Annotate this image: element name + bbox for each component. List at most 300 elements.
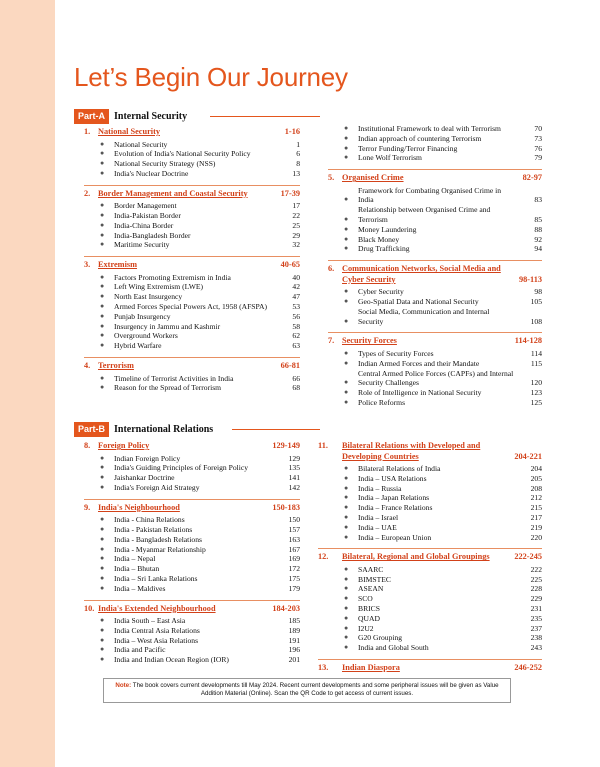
bullet-icon: ● [344,594,349,603]
topic-row [84,515,300,525]
topic-page-number: 17 [292,201,300,211]
topic-title: Indian Foreign Policy [114,453,181,463]
topic-title: India and Pacific [114,645,166,655]
topic-title: India's Guiding Principles of Foreign Policy [114,463,249,473]
bullet-icon: ● [100,220,105,229]
topic-title: BRICS [358,604,380,614]
chapter-block [84,185,300,250]
chapter-page-range: 204-221 [514,451,542,461]
topic-title: India – European Union [358,532,432,542]
bullet-icon: ● [100,302,105,311]
topic-title: India – Bhutan [114,564,160,574]
topic-row [84,282,300,292]
part-b-header [74,421,219,437]
topic-page-number: 98 [534,287,542,297]
topic-title: SAARC [358,564,384,574]
topic-page-number: 66 [292,373,300,383]
chapter-page-range: 114-128 [514,336,542,346]
chapter-heading [84,185,300,202]
topic-page-number: 123 [530,388,542,398]
topic-title: Terror Funding/Terror Financing [358,143,458,153]
topic-row [318,594,542,604]
chapter-page-range: 246-252 [514,663,542,673]
part-b-title: International Relations [114,423,214,435]
topic-page-number: 53 [292,302,300,312]
topic-row [84,636,300,646]
topic-row [318,464,542,474]
topic-title: India - Bangladesh Relations [114,534,202,544]
part-a-right-column [328,124,542,414]
topic-row [84,292,300,302]
chapter-number: 6. [328,264,335,274]
topic-title: Indian Armed Forces and their Mandate [358,358,480,368]
topic-row [318,474,542,484]
bullet-icon: ● [100,139,105,148]
topic-title: Police Reforms [358,397,406,407]
topic-row [84,331,300,341]
topic-title: Bilateral Relations of India [358,464,441,473]
bullet-icon: ● [344,473,349,482]
topic-page-number: 141 [288,473,300,483]
topic-page-number: 13 [292,168,300,178]
topic-title: India - Myanmar Relationship [114,544,206,554]
topic-row [84,322,300,332]
chapter-title: Foreign Policy [98,441,150,450]
chapter-title: Security Forces [342,336,397,346]
topic-row [328,225,542,235]
chapter-number: 12. [318,552,329,562]
topic-row [84,616,300,626]
topic-title: India's Foreign Aid Strategy [114,482,200,492]
topic-title: BIMSTEC [358,574,391,584]
topic-title: Central Armed Police Forces (CAPFs) and Internal Security Challenges [358,368,514,388]
bullet-icon: ● [344,215,349,224]
topic-page-number: 114 [530,348,542,358]
chapter-title: Indian Diaspora [342,663,400,673]
topic-title: India's Nuclear Doctrine [114,168,189,178]
chapter-number: 4. [84,361,91,371]
topic-row [328,388,542,398]
bullet-icon: ● [100,272,105,281]
bullet-icon: ● [100,573,105,582]
topic-row [328,307,542,327]
bullet-icon: ● [100,331,105,340]
chapter-page-range: 17-39 [280,188,300,198]
topic-row [84,483,300,493]
topic-page-number: 1 [296,139,300,149]
chapter-number: 11. [318,441,328,450]
topic-row [84,149,300,159]
topic-page-number: 8 [296,159,300,169]
topic-row [318,533,542,543]
topic-row [84,564,300,574]
chapter-block [318,438,542,542]
bullet-icon: ● [100,210,105,219]
note-text: The book covers current developments till May 2024. Recent current developments and some peripheral issues will be given as Value Addition Material (Online). Scan the QR Code to get access of current issues. [132,682,499,698]
bullet-icon: ● [100,544,105,553]
chapter-block [318,548,542,653]
bullet-icon: ● [344,493,349,502]
topic-title: Geo-Spatial Data and National Security [358,297,479,307]
chapter-title: Border Management and Coastal Security [98,188,248,198]
topic-page-number: 92 [534,234,542,244]
topic-title: G20 Grouping [358,633,403,643]
chapter-block [328,169,542,254]
topic-row [328,398,542,408]
topic-page-number: 196 [288,645,300,655]
bullet-icon: ● [100,321,105,330]
topic-page-number: 205 [530,473,542,483]
topic-title: Relationship between Organised Crime and Terrorism [358,205,491,225]
topic-row [328,349,542,359]
chapter-number: 8. [84,441,91,450]
topic-title: National Security Strategy (NSS) [114,159,216,169]
chapter-page-range: 40-65 [280,260,300,270]
bullet-icon: ● [100,482,105,491]
topic-row [84,463,300,473]
topic-title: Armed Forces Special Powers Act, 1958 (AFSPA) [114,302,268,312]
bullet-icon: ● [344,244,349,253]
topic-page-number: 94 [534,244,542,254]
bullet-icon: ● [100,453,105,462]
topic-page-number: 56 [292,311,300,321]
topic-page-number: 219 [530,522,542,532]
topic-title: India - China Relations [114,515,185,525]
chapter-heading [84,600,300,617]
topic-row [84,645,300,655]
topic-page-number: 83 [534,195,542,205]
bullet-icon: ● [344,297,349,306]
topic-title: North East Insurgency [114,292,183,302]
bullet-icon: ● [344,643,349,652]
topic-page-number: 142 [288,482,300,492]
bullet-icon: ● [100,515,105,524]
topic-title: Evolution of India's National Security Policy [114,149,251,159]
topic-page-number: 185 [288,616,300,626]
bullet-icon: ● [100,168,105,177]
chapter-page-range: 82-97 [522,173,542,183]
bullet-icon: ● [344,483,349,492]
topic-page-number: 120 [530,378,542,388]
topic-title: SCO [358,594,373,604]
topic-page-number: 108 [530,316,542,326]
topic-row [318,584,542,594]
topic-page-number: 225 [530,574,542,584]
topic-page-number: 175 [288,573,300,583]
bullet-icon: ● [344,584,349,593]
topic-page-number: 125 [530,397,542,407]
topic-row [328,297,542,307]
topic-page-number: 231 [530,604,542,614]
bullet-icon: ● [100,240,105,249]
topic-page-number: 169 [288,554,300,564]
bullet-icon: ● [100,524,105,533]
topic-row [84,535,300,545]
topic-page-number: 47 [292,292,300,302]
chapter-title: Extremism [98,260,138,270]
topic-row [84,302,300,312]
chapter-heading [84,256,300,273]
topic-row [84,545,300,555]
bullet-icon: ● [344,503,349,512]
chapter-block [318,659,542,676]
topic-row [84,655,300,665]
part-b-tag: Part-B [74,422,109,437]
chapter-number: 13. [318,663,329,673]
chapter-number: 1. [84,127,91,136]
topic-title: Role of Intelligence in National Security [358,388,482,398]
bullet-icon: ● [344,512,349,521]
bullet-icon: ● [344,397,349,406]
topic-row [84,584,300,594]
chapter-block [84,357,300,393]
topic-row [318,484,542,494]
topic-title: National Security [114,139,168,149]
topic-row [84,374,300,384]
chapter-heading [84,124,300,140]
bullet-icon: ● [344,623,349,632]
bullet-icon: ● [100,564,105,573]
chapter-block [84,600,300,665]
bullet-icon: ● [100,282,105,291]
topic-row [84,159,300,169]
bullet-icon: ● [100,473,105,482]
chapter-block [328,260,542,326]
chapter-heading [318,659,542,676]
chapter-block [328,124,542,163]
part-a-rule [210,116,320,117]
topic-page-number: 204 [530,464,542,473]
page-sidebar-band [0,0,55,767]
topic-title: India – USA Relations [358,473,427,483]
bullet-icon: ● [344,574,349,583]
bullet-icon: ● [344,287,349,296]
topic-row [318,565,542,575]
note-label: Note: [115,682,132,689]
topic-title: India – Japan Relations [358,493,430,503]
topic-title: Reason for the Spread of Terrorism [114,383,222,393]
topic-title: Institutional Framework to deal with Terrorism [358,124,501,133]
topic-page-number: 179 [288,583,300,593]
bullet-icon: ● [344,358,349,367]
bullet-icon: ● [344,378,349,387]
chapter-heading [328,260,542,287]
topic-title: Drug Trafficking [358,244,410,254]
chapter-page-range: 129-149 [272,441,300,450]
bullet-icon: ● [344,604,349,613]
chapter-title: Terrorism [98,361,134,371]
topic-title: Border Management [114,201,177,211]
topic-row [328,144,542,154]
topic-page-number: 217 [530,512,542,522]
bullet-icon: ● [100,149,105,158]
chapter-page-range: 150-183 [272,502,300,512]
topic-title: India – Israel [358,512,399,522]
chapter-number: 5. [328,173,335,183]
topic-row [84,273,300,283]
chapter-page-range: 222-245 [514,552,542,562]
chapter-title: India's Neighbourhood [98,502,180,512]
chapter-block [84,438,300,493]
topic-page-number: 6 [296,149,300,159]
bullet-icon: ● [344,564,349,573]
topic-row [328,153,542,163]
topic-page-number: 29 [292,230,300,240]
topic-title: Jaishankar Doctrine [114,473,175,483]
topic-page-number: 88 [534,224,542,234]
topic-title: India and Indian Ocean Region (IOR) [114,655,229,665]
topic-row [84,341,300,351]
topic-title: Types of Security Forces [358,348,434,358]
chapter-number: 9. [84,502,91,512]
topic-page-number: 235 [530,613,542,623]
topic-page-number: 68 [292,383,300,393]
chapter-block [84,256,300,351]
topic-page-number: 115 [530,358,542,368]
bullet-icon: ● [100,635,105,644]
topic-title: Timeline of Terrorist Activities in India [114,373,234,383]
chapter-heading [318,438,542,464]
topic-row [84,473,300,483]
topic-page-number: 189 [288,625,300,635]
chapter-page-range: 184-203 [272,603,300,613]
chapter-title: India's Extended Neighbourhood [98,603,216,613]
topic-row [318,513,542,523]
topic-page-number: 105 [530,297,542,307]
bullet-icon: ● [344,464,349,472]
topic-title: ASEAN [358,584,384,594]
topic-title: Hybrid Warfare [114,341,162,351]
chapter-title: National Security [98,127,160,136]
topic-page-number: 220 [530,532,542,542]
topic-page-number: 243 [530,643,542,653]
chapter-title: Bilateral, Regional and Global Groupings [342,552,490,562]
topic-row [328,369,542,389]
bullet-icon: ● [100,534,105,543]
topic-title: Maritime Security [114,240,170,250]
bullet-icon: ● [100,616,105,625]
chapter-number: 2. [84,188,91,198]
topic-page-number: 191 [288,635,300,645]
topic-row [318,503,542,513]
topic-page-number: 201 [288,655,300,665]
topic-page-number: 163 [288,534,300,544]
topic-row [84,240,300,250]
topic-page-number: 222 [530,564,542,574]
topic-row [328,244,542,254]
topic-row [84,140,300,150]
topic-row [328,124,542,134]
topic-title: Framework for Combating Organised Crime in India [358,185,502,205]
chapter-page-range: 1-16 [284,127,300,136]
bullet-icon: ● [100,554,105,563]
bullet-icon: ● [100,625,105,634]
topic-page-number: 237 [530,623,542,633]
topic-page-number: 215 [530,503,542,513]
topic-row [84,201,300,211]
bullet-icon: ● [100,311,105,320]
topic-page-number: 129 [288,453,300,463]
bullet-icon: ● [344,316,349,325]
topic-page-number: 62 [292,331,300,341]
bullet-icon: ● [344,613,349,622]
topic-title: India-China Border [114,220,174,230]
topic-page-number: 208 [530,483,542,493]
part-a-tag: Part-A [74,109,109,124]
topic-title: I2U2 [358,623,374,633]
topic-page-number: 238 [530,633,542,643]
chapter-heading [328,169,542,186]
topic-page-number: 25 [292,220,300,230]
bullet-icon: ● [344,388,349,397]
topic-title: India-Bangladesh Border [114,230,191,240]
topic-row [328,287,542,297]
topic-page-number: 63 [292,341,300,351]
topic-title: India – UAE [358,522,397,532]
bullet-icon: ● [344,522,349,531]
bullet-icon: ● [100,655,105,664]
topic-title: Social Media, Communication and Internal Security [358,306,490,326]
topic-row [318,614,542,624]
topic-page-number: 229 [530,594,542,604]
topic-row [84,383,300,393]
topic-page-number: 58 [292,321,300,331]
bullet-icon: ● [344,348,349,357]
topic-row [318,493,542,503]
topic-row [84,454,300,464]
topic-page-number: 85 [534,215,542,225]
part-b-left-column [84,438,300,671]
bullet-icon: ● [100,201,105,210]
topic-title: India – Russia [358,483,402,493]
topic-title: India - Pakistan Relations [114,524,193,534]
topic-title: Factors Promoting Extremism in India [114,272,231,282]
topic-page-number: 157 [288,524,300,534]
topic-page-number: 135 [288,463,300,473]
topic-row [328,235,542,245]
part-a-title: Internal Security [114,110,188,122]
bullet-icon: ● [344,153,349,162]
chapter-number: 10. [84,603,95,613]
chapter-title: Communication Networks, Social Media and Cyber Security [342,264,501,284]
footnote-box [103,678,511,703]
topic-title: India – Nepal [114,554,156,564]
topic-row [84,169,300,179]
topic-page-number: 79 [534,153,542,163]
chapter-title: Organised Crime [342,173,404,183]
bullet-icon: ● [100,463,105,472]
topic-page-number: 228 [530,584,542,594]
topic-row [84,574,300,584]
chapter-title: Bilateral Relations with Developed and Developing Countries [342,441,481,461]
topic-title: India-Pakistan Border [114,210,181,220]
topic-title: QUAD [358,613,380,623]
bullet-icon: ● [344,532,349,541]
chapter-number: 7. [328,336,335,346]
topic-row [328,205,542,225]
topic-title: India – West Asia Relations [114,635,199,645]
topic-title: India – Sri Lanka Relations [114,573,198,583]
bullet-icon: ● [100,292,105,301]
topic-title: India Central Asia Relations [114,625,200,635]
topic-row [318,633,542,643]
chapter-block [84,499,300,594]
topic-row [318,604,542,614]
part-b-right-column [318,438,542,682]
topic-row [84,312,300,322]
bullet-icon: ● [344,234,349,243]
topic-title: Insurgency in Jammu and Kashmir [114,321,221,331]
